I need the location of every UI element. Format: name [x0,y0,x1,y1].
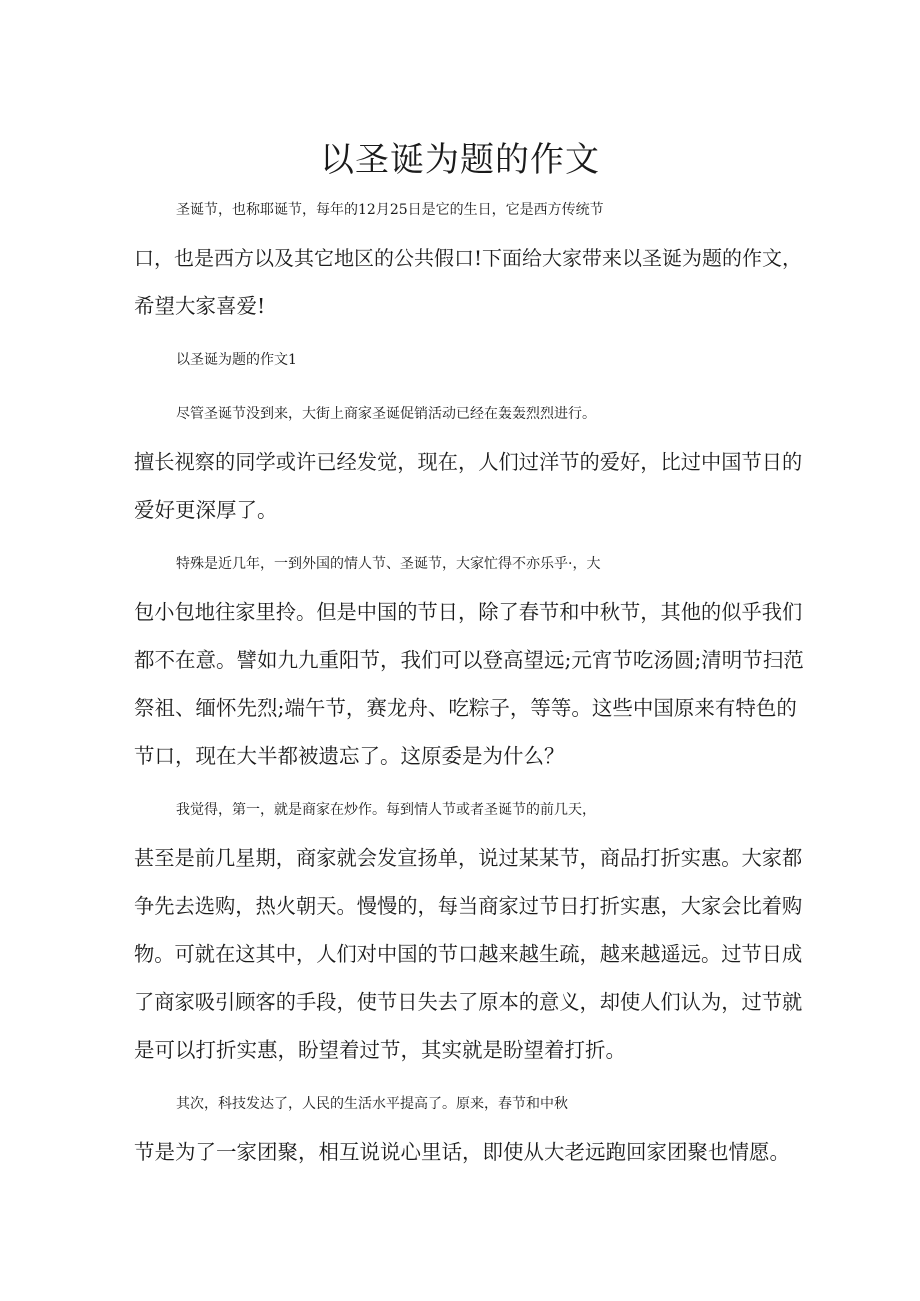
paragraph-line: 都不在意。譬如九九重阳节，我们可以登高望远;元宵节吃汤圆;清明节扫范 [134,648,804,672]
paragraph-line: 口，也是西方以及其它地区的公共假口!下面给大家带来以圣诞为题的作文， [134,246,803,270]
paragraph-line: 是可以打折实惠，盼望着过节，其实就是盼望着打折。 [134,1038,626,1062]
paragraph-line: 特殊是近几年，一到外国的情人节、圣诞节，大家忙得不亦乐乎·，大 [176,556,601,572]
paragraph-line: 甚至是前几星期，商家就会发宣扬单，说过某某节，商品打折实惠。大家都 [134,846,803,870]
paragraph-line: 祭祖、缅怀先烈;端午节，赛龙舟、吃粽子，等等。这些中国原来有特色的 [134,696,797,720]
paragraph-line: 我觉得，第一，就是商家在炒作。每到情人节或者圣诞节的前几天， [176,802,596,818]
paragraph-line: 希望大家喜爱! [134,294,266,318]
paragraph-line: 节是为了一家团聚，相互说说心里话，即使从大老远跑回家团聚也情愿。 [134,1140,790,1164]
paragraph-line: 爱好更深厚了。 [134,498,278,522]
paragraph-line: 包小包地往家里拎。但是中国的节日，除了春节和中秋节，其他的似乎我们 [134,600,803,624]
paragraph-line: 了商家吸引顾客的手段，使节日失去了原本的意义，却使人们认为，过节就 [134,990,803,1014]
paragraph-line: 节口，现在大半都被遗忘了。这原委是为什么？ [134,744,565,768]
document-title: 以圣诞为题的作文 [320,140,600,180]
paragraph-line: 争先去选购，热火朝天。慢慢的，每当商家过节日打折实惠，大家会比着购 [134,894,803,918]
paragraph-line: 物。可就在这其中，人们对中国的节口越来越生疏，越来越遥远。过节日成 [134,942,803,966]
paragraph-line: 擅长视察的同学或许已经发觉，现在，人们过洋节的爱好，比过中国节日的 [134,450,803,474]
paragraph-line: 其次，科技发达了，人民的生活水平提高了。原来，春节和中秋 [176,1096,568,1112]
paragraph-line: 尽管圣诞节没到来，大街上商家圣诞促销活动已经在轰轰烈烈进行。 [176,406,596,422]
paragraph-line: 圣诞节，也称耶诞节，每年的12月25日是它的生日，它是西方传统节 [176,202,604,218]
section-heading: 以圣诞为题的作文1 [176,352,297,368]
